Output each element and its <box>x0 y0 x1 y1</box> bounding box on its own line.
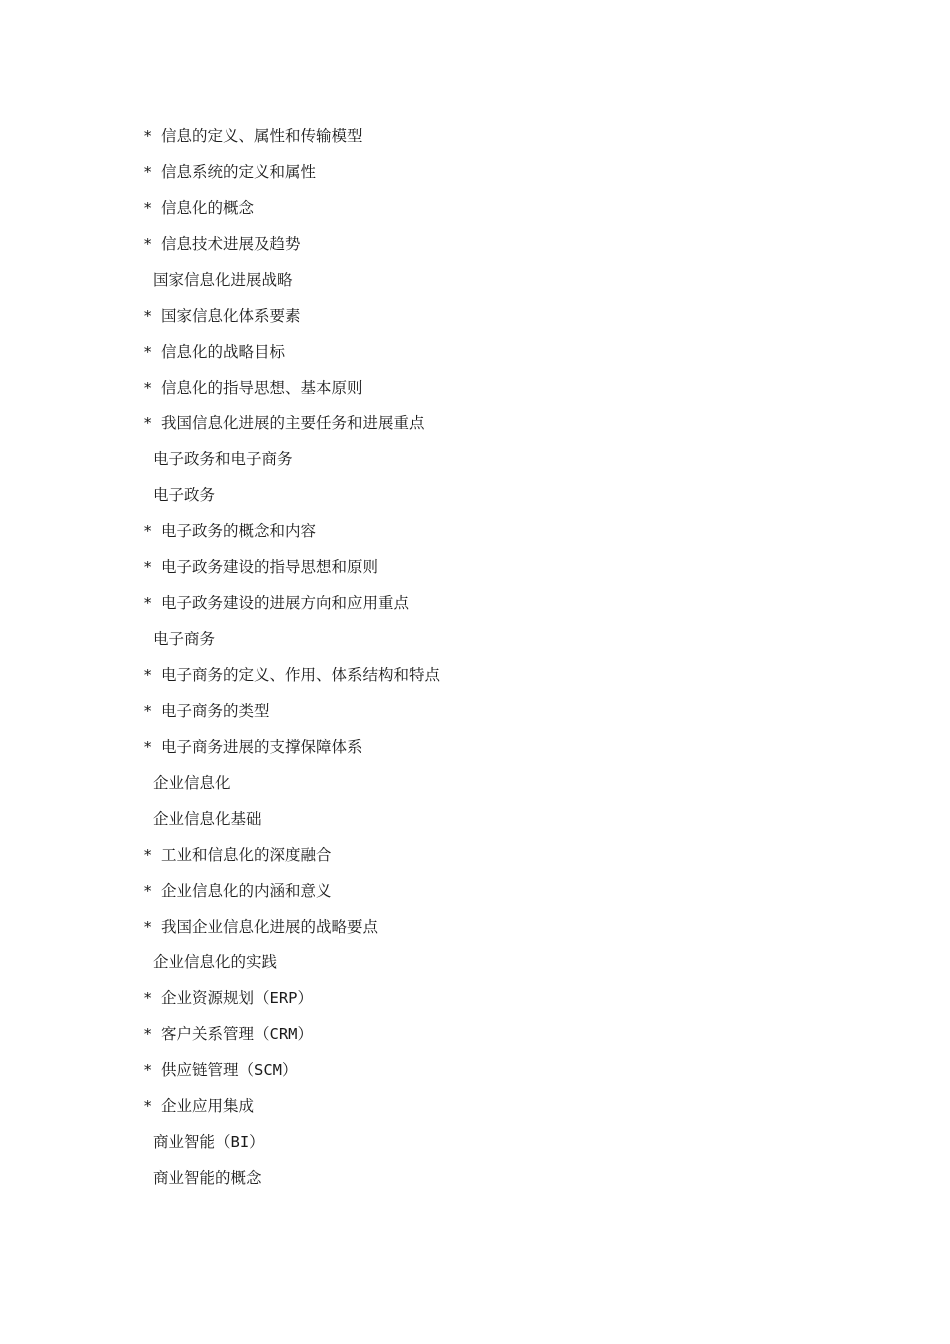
bullet-text: 国家信息化体系要素 <box>161 306 301 325</box>
heading-text: 电子政务 <box>153 486 216 505</box>
bullet-marker: * <box>143 127 153 145</box>
bullet-marker: * <box>143 1097 153 1116</box>
bullet-text: 信息化的战略目标 <box>161 342 286 361</box>
bullet-text: 电子政务建设的进展方向和应用重点 <box>161 594 410 613</box>
bullet-text: 电子政务的概念和内容 <box>161 522 317 541</box>
bullet-marker: * <box>143 198 153 217</box>
bullet-marker: * <box>143 1061 153 1080</box>
section-heading <box>153 807 262 831</box>
bullet-text: 我国信息化进展的主要任务和进展重点 <box>161 414 425 433</box>
bullet-marker: * <box>143 378 153 397</box>
bullet-text: 电子商务进展的支撑保障体系 <box>161 737 363 756</box>
bullet-marker: * <box>143 1025 153 1044</box>
heading-text: 商业智能的概念 <box>153 1169 262 1187</box>
section-heading <box>153 268 293 292</box>
bullet-text: 企业应用集成 <box>161 1097 255 1116</box>
bullet-item <box>143 160 316 184</box>
bullet-text: 信息系统的定义和属性 <box>161 162 317 181</box>
bullet-marker: * <box>143 414 153 433</box>
bullet-text: 企业资源规划（ERP） <box>161 989 313 1008</box>
section-heading <box>153 447 293 471</box>
bullet-text: 电子商务的定义、作用、体系结构和特点 <box>161 666 441 684</box>
bullet-item <box>143 555 378 579</box>
bullet-text: 信息化的概念 <box>161 198 255 217</box>
bullet-item <box>143 1022 313 1046</box>
bullet-marker: * <box>143 594 153 613</box>
bullet-marker: * <box>143 737 153 756</box>
bullet-marker: * <box>143 342 153 361</box>
section-heading <box>153 1166 262 1190</box>
bullet-text: 供应链管理（SCM） <box>161 1061 298 1080</box>
bullet-item <box>143 519 316 543</box>
bullet-item <box>143 304 301 328</box>
section-heading <box>153 627 215 651</box>
bullet-item <box>143 663 440 687</box>
bullet-item <box>143 879 332 903</box>
bullet-item <box>143 196 254 220</box>
section-heading <box>153 950 277 974</box>
bullet-marker: * <box>143 881 153 900</box>
bullet-text: 工业和信息化的深度融合 <box>161 845 332 864</box>
bullet-marker: * <box>143 234 153 253</box>
bullet-marker: * <box>143 701 153 720</box>
bullet-text: 我国企业信息化进展的战略要点 <box>161 917 379 936</box>
heading-text: 企业信息化 <box>153 773 231 792</box>
bullet-text: 电子商务的类型 <box>161 701 270 720</box>
heading-text: 电子商务 <box>153 630 216 648</box>
bullet-item <box>143 915 378 939</box>
bullet-item <box>143 124 363 148</box>
section-heading <box>153 1130 265 1154</box>
bullet-marker: * <box>143 989 153 1008</box>
bullet-text: 企业信息化的内涵和意义 <box>161 881 332 900</box>
heading-text: 电子政务和电子商务 <box>153 450 293 469</box>
bullet-marker: * <box>143 845 153 864</box>
bullet-text: 信息化的指导思想、基本原则 <box>161 378 363 397</box>
section-heading <box>153 483 215 507</box>
bullet-item <box>143 735 363 759</box>
bullet-item <box>143 699 270 723</box>
bullet-item <box>143 986 313 1010</box>
bullet-text: 信息的定义、属性和传输模型 <box>161 127 363 145</box>
bullet-item <box>143 340 285 364</box>
bullet-item <box>143 1094 254 1118</box>
bullet-item <box>143 1058 298 1082</box>
bullet-text: 客户关系管理（CRM） <box>161 1025 313 1044</box>
section-heading <box>153 771 231 795</box>
bullet-marker: * <box>143 306 153 325</box>
bullet-item <box>143 843 332 867</box>
bullet-item <box>143 591 409 615</box>
heading-text: 国家信息化进展战略 <box>153 270 293 289</box>
bullet-marker: * <box>143 522 153 541</box>
bullet-item <box>143 376 363 400</box>
bullet-marker: * <box>143 666 153 684</box>
bullet-marker: * <box>143 162 153 181</box>
bullet-marker: * <box>143 917 153 936</box>
bullet-item <box>143 411 425 435</box>
bullet-text: 信息技术进展及趋势 <box>161 234 301 253</box>
bullet-marker: * <box>143 558 153 577</box>
bullet-text: 电子政务建设的指导思想和原则 <box>161 558 379 577</box>
bullet-item <box>143 232 301 256</box>
heading-text: 企业信息化的实践 <box>153 953 278 972</box>
heading-text: 商业智能（BI） <box>153 1133 265 1151</box>
heading-text: 企业信息化基础 <box>153 809 262 828</box>
